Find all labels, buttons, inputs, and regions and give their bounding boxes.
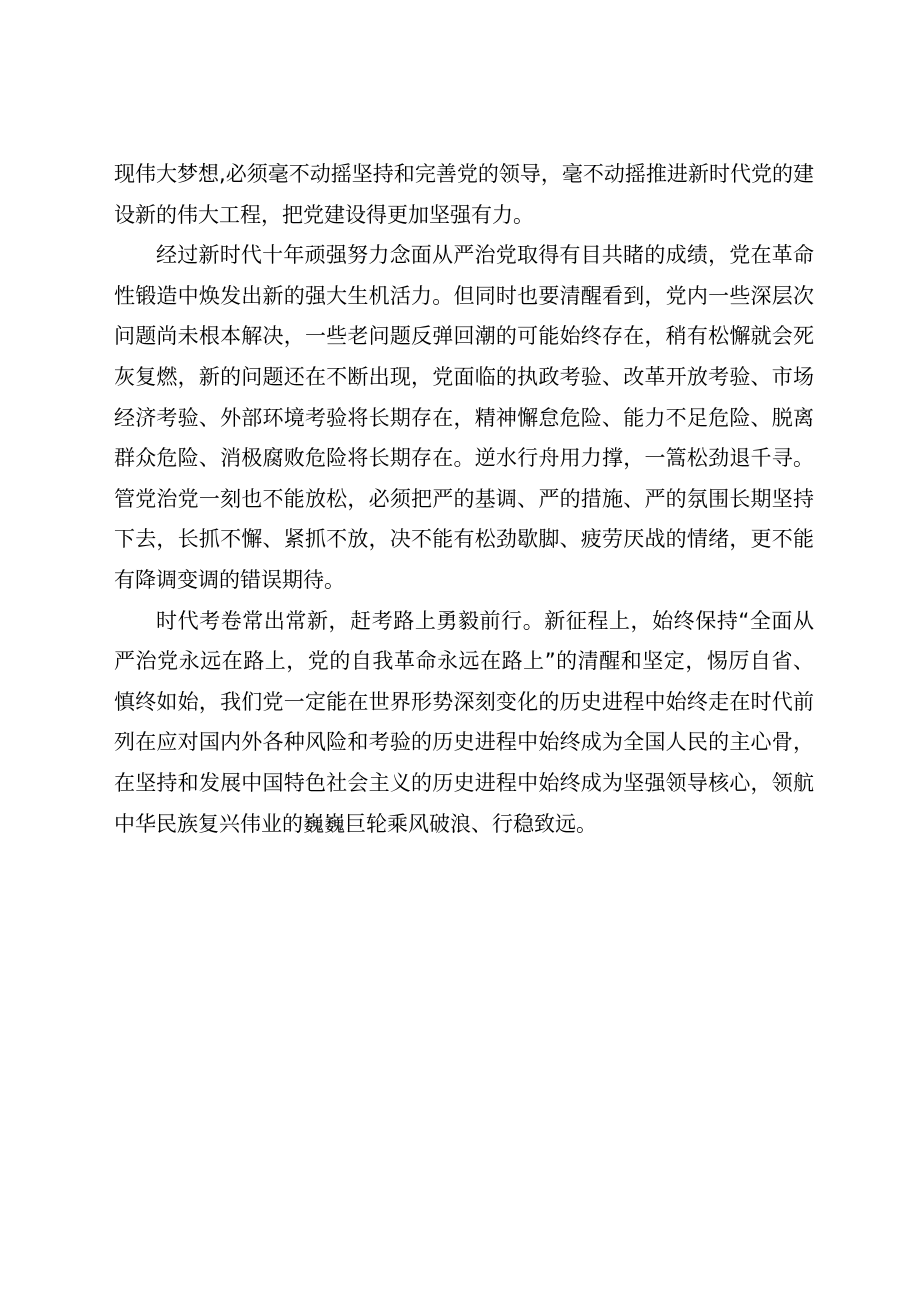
paragraph-2: 经过新时代十年顽强努力念面从严治党取得有目共睹的成绩，党在革命性锻造中焕发出新的强大生机活力。但同时也要清醒看到，党内一些深层次问题尚未根本解决，一些老问题反弹回潮的可能始终存在，稍有松懈就会死灰复燃，新的问题还在不断出现，党面临的执政考验、改革开放考验、市场经济考验、外部环境考验将长期存在，精神懈怠危险、能力不足危险、脱离群众危险、消极腐败危险将长期存在。逆水行舟用力撑，一篙松劲退千寻。管党治党一刻也不能放松，必须把严的基调、严的措施、严的氛围长期坚持下去，长抓不懈、紧抓不放，决不能有松劲歇脚、疲劳厌战的情绪，更不能有降调变调的错误期待。 (114, 243, 814, 592)
paragraph-3: 时代考卷常出常新，赶考路上勇毅前行。新征程上，始终保持“全面从严治党永远在路上，党的自我革命永远在路上”的清醒和坚定，惕厉自省、慎终如始，我们党一定能在世界形势深刻变化的历史进程中始终走在时代前列在应对国内外各种风险和考验的历史进程中始终成为全国人民的主心骨，在坚持和发展中国特色社会主义的历史进程中始终成为坚强领导核心，领航中华民族复兴伟业的巍巍巨轮乘风破浪、行稳致远。 (114, 608, 814, 836)
document-body (114, 154, 814, 844)
paragraph-1: 现伟大梦想,必须毫不动摇坚持和完善党的领导，毫不动摇推进新时代党的建设新的伟大工程，把党建设得更加坚强有力。 (114, 162, 814, 227)
